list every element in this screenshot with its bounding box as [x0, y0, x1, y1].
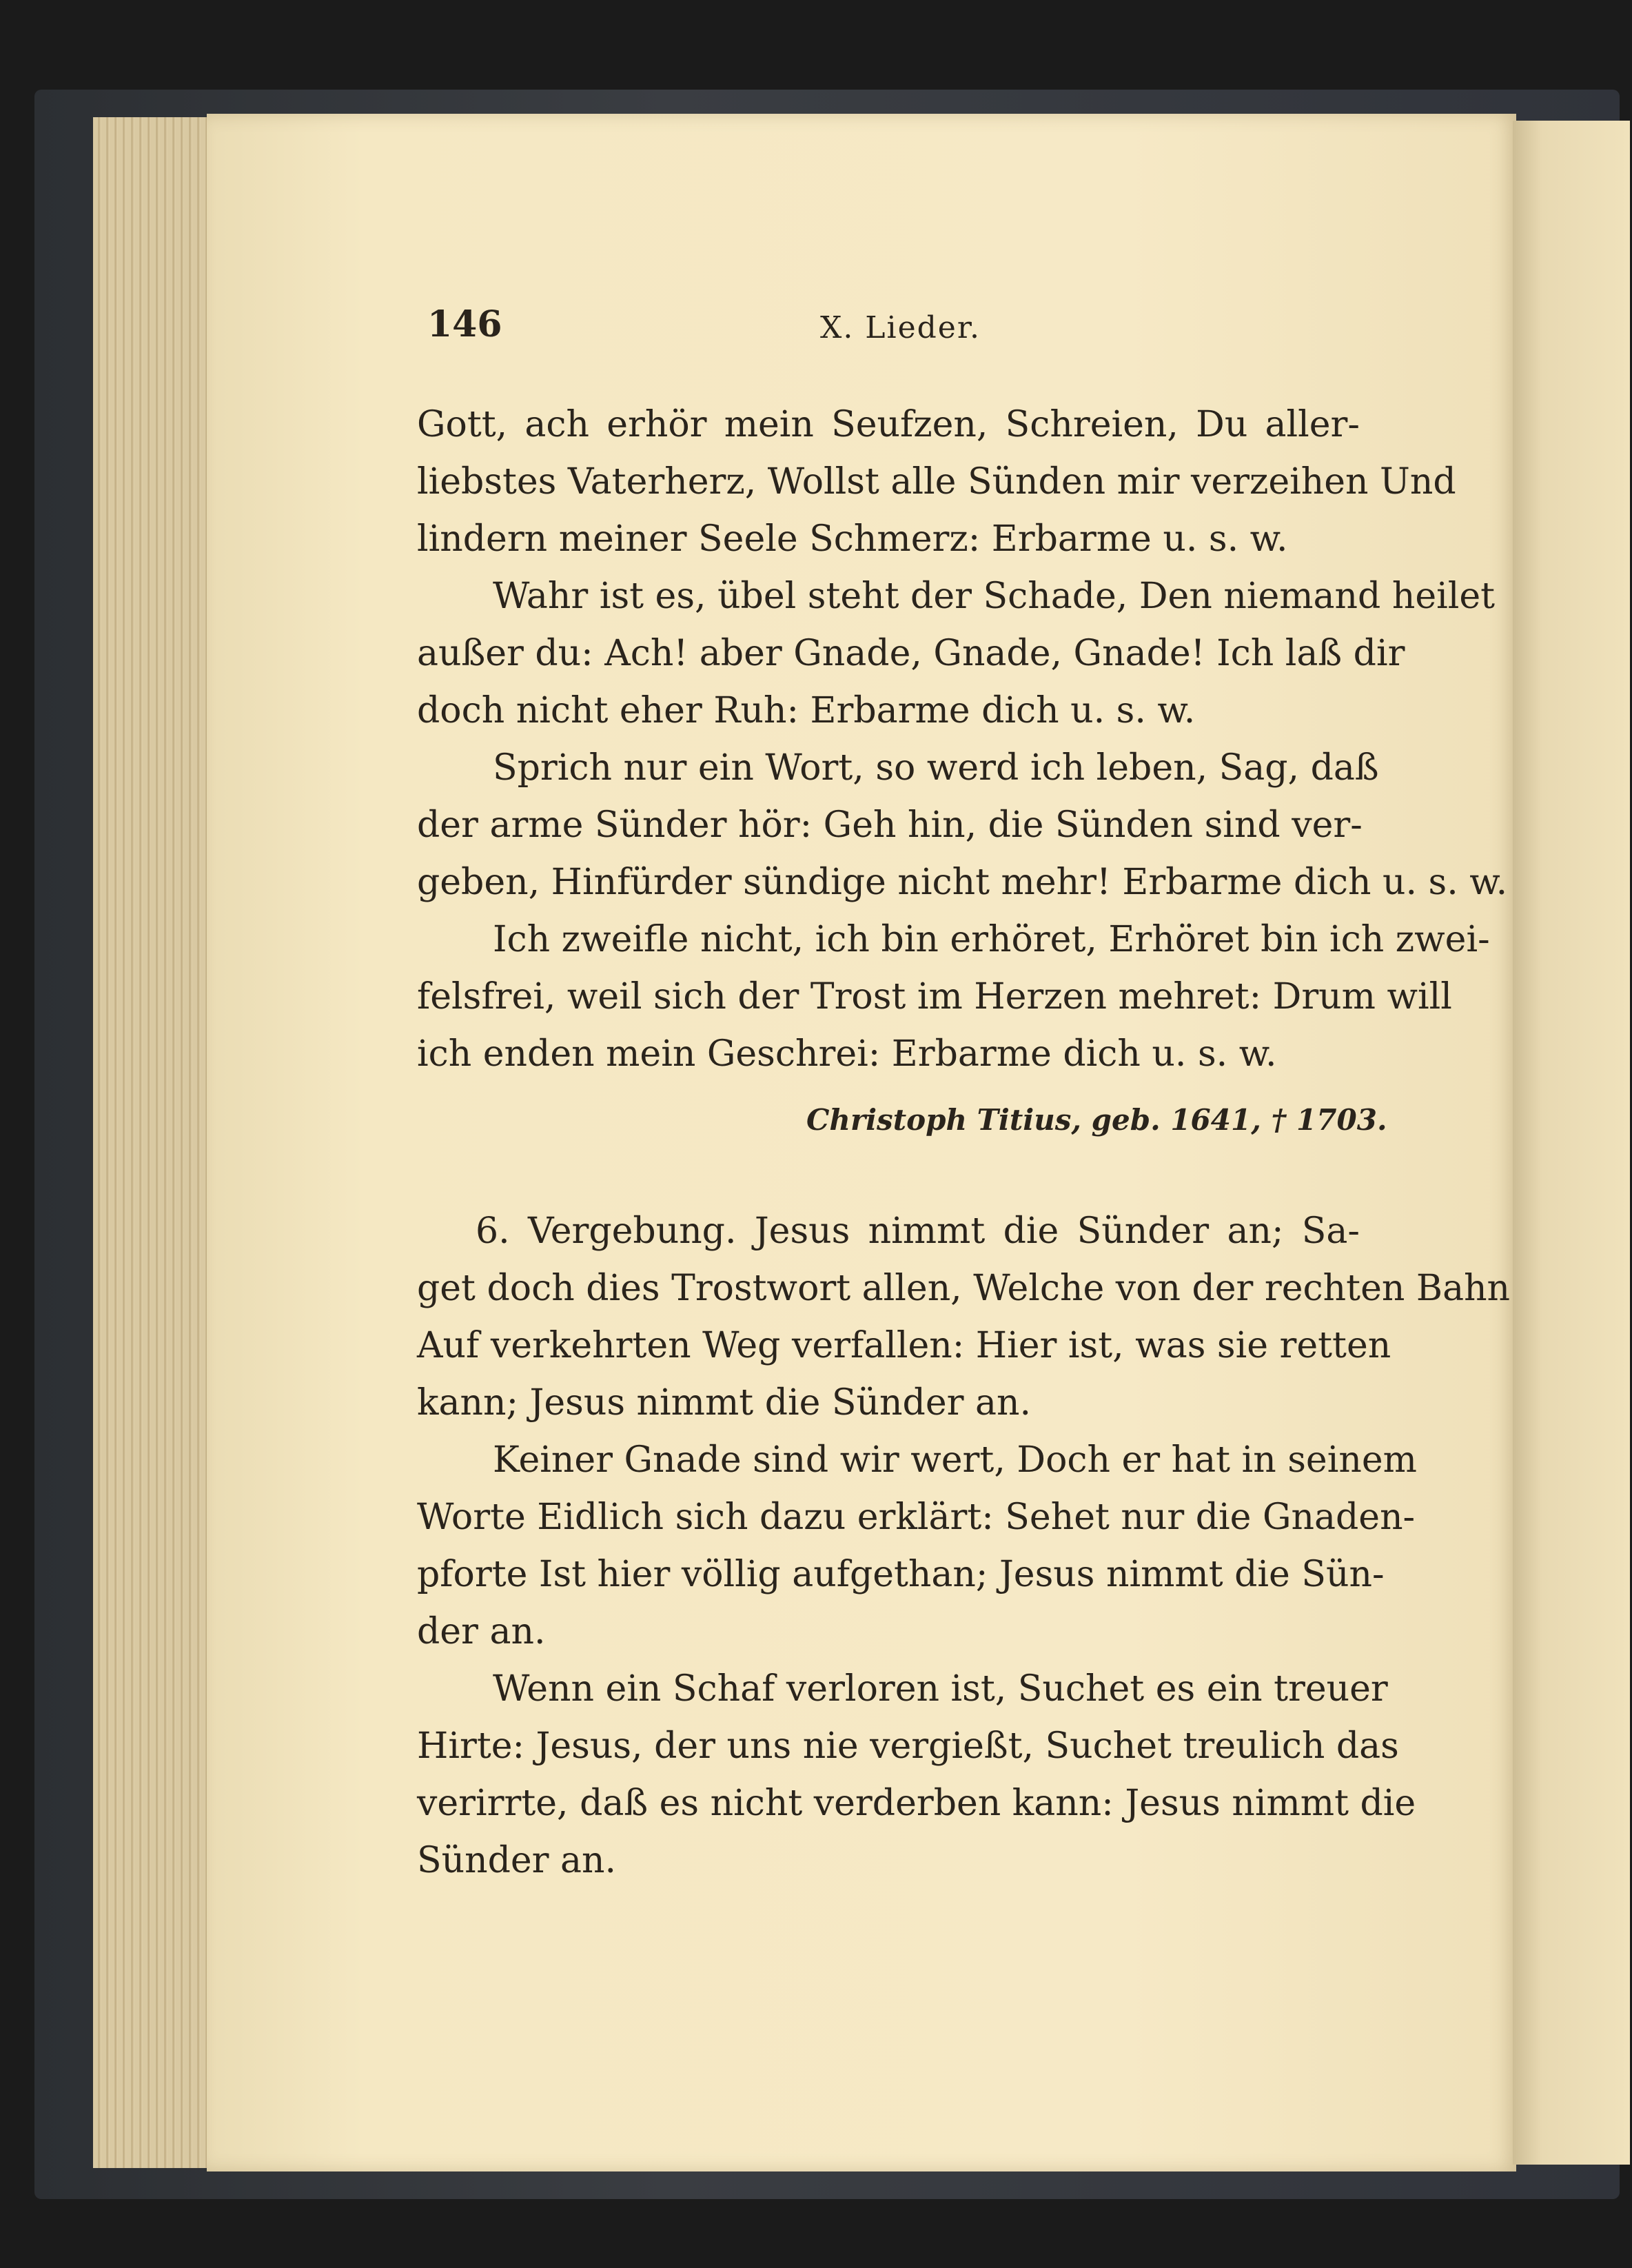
- text-line: Wahr ist es, übel steht der Schade, Den niemand heilet: [493, 576, 1496, 617]
- text-line: der arme Sünder hör: Geh hin, die Sünden sind ver-: [417, 804, 1363, 846]
- text-line: Wenn ein Schaf verloren ist, Suchet es ein treuer: [493, 1668, 1388, 1710]
- text-line: lindern meiner Seele Schmerz: Erbarme u. s. w.: [417, 518, 1288, 560]
- text-line: Hirte: Jesus, der uns nie vergießt, Suchet treulich das: [417, 1725, 1399, 1767]
- text-line: Sünder an.: [417, 1840, 617, 1881]
- text-line: Ich zweifle nicht, ich bin erhöret, Erhöret bin ich zwei-: [493, 919, 1490, 960]
- text-line: Sprich nur ein Wort, so werd ich leben, Sag, daß: [493, 747, 1379, 789]
- text-line: der an.: [417, 1611, 546, 1652]
- text-line: verirrte, daß es nicht verderben kann: Jesus nimmt die: [417, 1783, 1416, 1824]
- facing-page-edge: [1513, 121, 1630, 2165]
- running-head: X. Lieder.: [820, 310, 981, 345]
- text-line: pforte Ist hier völlig aufgethan; Jesus nimmt die Sün-: [417, 1554, 1385, 1595]
- page-header: [221, 303, 1351, 358]
- page-number: 146: [427, 303, 502, 345]
- text-line: liebstes Vaterherz, Wollst alle Sünden mir verzeihen Und: [417, 461, 1456, 503]
- text-line: Worte Eidlich sich dazu erklärt: Sehet nur die Gnaden-: [417, 1497, 1416, 1538]
- text-line: felsfrei, weil sich der Trost im Herzen mehret: Drum will: [417, 976, 1452, 1017]
- text-line: ich enden mein Geschrei: Erbarme dich u. s. w.: [417, 1033, 1277, 1075]
- text-line: außer du: Ach! aber Gnade, Gnade, Gnade! Ich laß dir: [417, 633, 1405, 674]
- hymn-attribution: Christoph Titius, geb. 1641, † 1703.: [806, 1103, 1387, 1137]
- text-line: doch nicht eher Ruh: Erbarme dich u. s. w.: [417, 690, 1196, 731]
- section-heading-line: 6. Vergebung. Jesus nimmt die Sünder an; Sa-: [476, 1211, 1360, 1252]
- text-line: kann; Jesus nimmt die Sünder an.: [417, 1382, 1032, 1424]
- text-line: geben, Hinfürder sündige nicht mehr! Erbarme dich u. s. w.: [417, 862, 1508, 903]
- text-line: Auf verkehrten Weg verfallen: Hier ist, was sie retten: [417, 1325, 1391, 1366]
- text-line: Gott, ach erhör mein Seufzen, Schreien, Du aller-: [417, 404, 1360, 445]
- text-line: get doch dies Trostwort allen, Welche von der rechten Bahn: [417, 1268, 1511, 1309]
- text-line: Keiner Gnade sind wir wert, Doch er hat in seinem: [493, 1439, 1417, 1481]
